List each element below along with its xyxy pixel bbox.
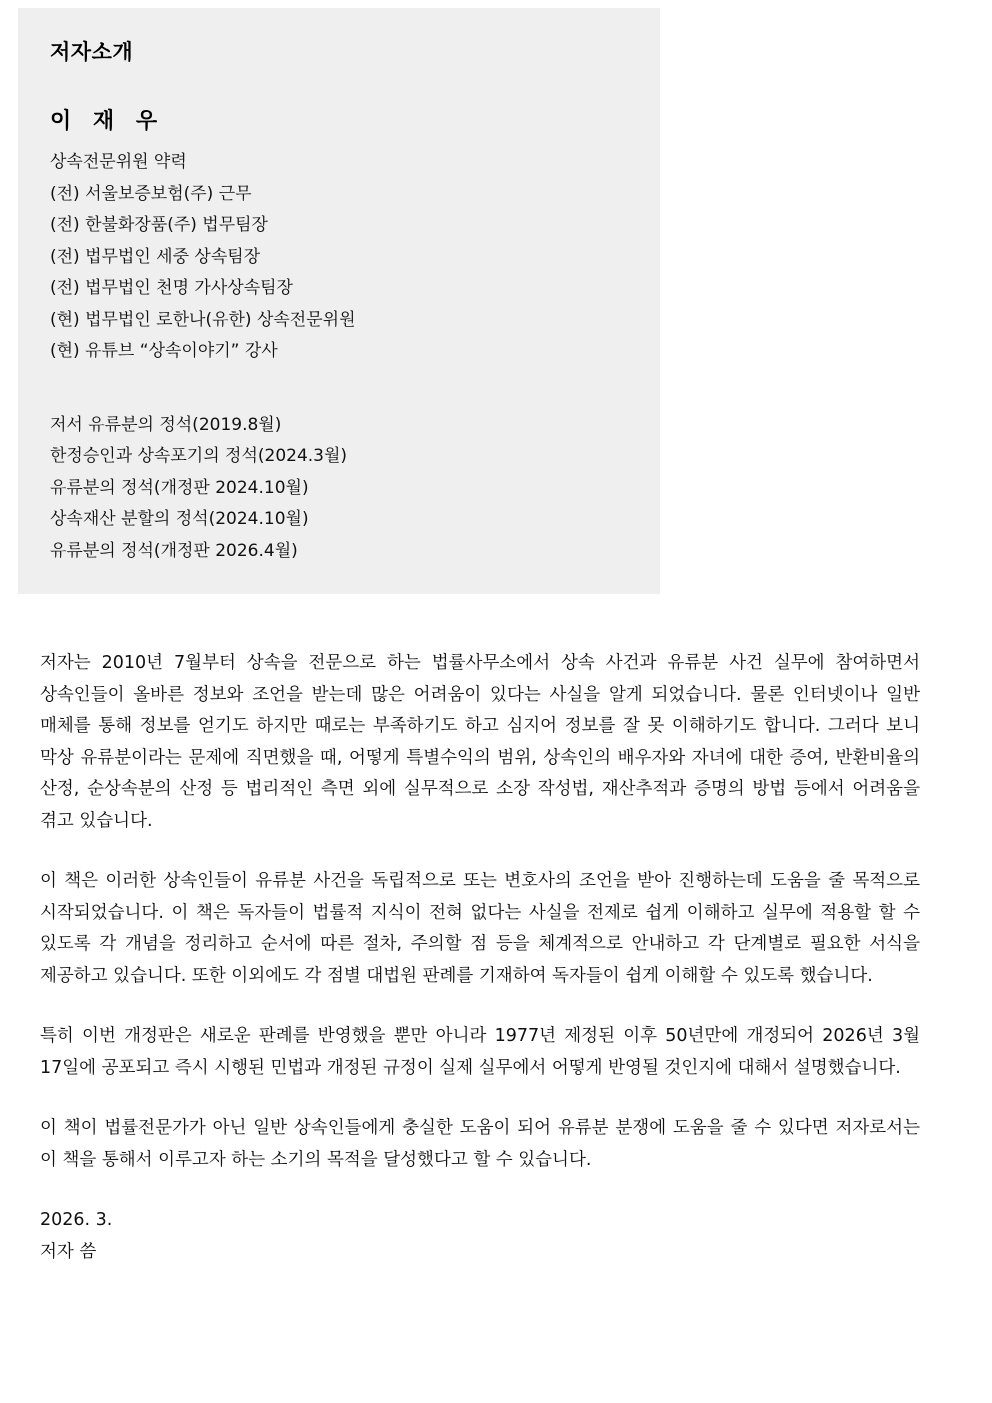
- author-name: 이 재 우: [50, 109, 165, 134]
- paragraph: 이 책이 법률전문가가 아닌 일반 상속인들에게 충실한 도움이 되어 유류분 분쟁에 도움을 줄 수 있다면 저자로서는 이 책을 통해서 이루고자 하는 소기의 목적을 달성했다고 할 수 있습니다.: [40, 1118, 920, 1170]
- signoff-author: 저자 씀: [40, 1241, 97, 1262]
- preface-body: [40, 648, 920, 1268]
- author-books-list: [46, 410, 660, 568]
- paragraph: 저자는 2010년 7월부터 상속을 전문으로 하는 법률사무소에서 상속 사건과 유류분 사건 실무에 참여하면서 상속인들이 올바른 정보와 조언을 받는데 많은 어려움이 있다는 사실을 알게 되었습니다. 물론 인터넷이나 일반 매체를 통해 정보를 얻기도 하지만 때로는 부족하기도 하고 심지어 정보를 잘 못 이해하기도 합니다. 그러다 보니 막상 유류분이라는 문제에 직면했을 때, 어떻게 특별수익의 범위, 상속인의 배우자와 자녀에 대한 증여, 반환비율의 산정, 순상속분의 산정 등 법리적인 측면 외에 실무적으로 소장 작성법, 재산추적과 증명의 방법 등에서 어려움을 겪고 있습니다.: [40, 653, 920, 831]
- list-item: (전) 한불화장품(주) 법무팀장: [50, 215, 268, 235]
- paragraph: 이 책은 이러한 상속인들이 유류분 사건을 독립적으로 또는 변호사의 조언을 받아 진행하는데 도움을 줄 목적으로 시작되었습니다. 이 책은 독자들이 법률적 지식이 전혀 없다는 사실을 전제로 쉽게 이해하고 실무에 적용할 할 수 있도록 각 개념을 정리하고 순서에 따른 절차, 주의할 점 등을 체계적으로 안내하고 각 단계별로 필요한 서식을 제공하고 있습니다. 또한 이외에도 각 점별 대법원 판례를 기재하여 독자들이 쉽게 이해할 수 있도록 했습니다.: [40, 871, 920, 986]
- list-item: (전) 법무법인 세중 상속팀장: [50, 246, 261, 267]
- author-profile-box: [18, 8, 660, 594]
- list-item: 유류분의 정석(개정판 2024.10월): [50, 477, 309, 498]
- list-item: (전) 법무법인 천명 가사상속팀장: [50, 278, 293, 298]
- list-item: 유류분의 정석(개정판 2026.4월): [50, 540, 298, 561]
- career-heading: 상속전문위원 약력: [50, 152, 187, 172]
- list-item: (전) 서울보증보험(주) 근무: [50, 183, 252, 204]
- signoff-date: 2026. 3.: [40, 1210, 113, 1230]
- list-item: (현) 법무법인 로한나(유한) 상속전문위원: [50, 309, 356, 330]
- list-item: 저서 유류분의 정석(2019.8월): [50, 414, 282, 435]
- list-item: 한정승인과 상속포기의 정석(2024.3월): [50, 446, 348, 466]
- list-item: (현) 유튜브 “상속이야기” 강사: [50, 341, 278, 361]
- list-item: 상속재산 분할의 정석(2024.10월): [50, 509, 309, 529]
- paragraph: 특히 이번 개정판은 새로운 판례를 반영했을 뿐만 아니라 1977년 제정된 이후 50년만에 개정되어 2026년 3월 17일에 공포되고 즉시 시행된 민법과 개정된 규정이 실제 실무에서 어떻게 반영될 것인지에 대해서 설명했습니다.: [40, 1026, 920, 1078]
- signoff-block: [40, 1205, 920, 1268]
- author-career-list: [46, 147, 660, 368]
- author-profile-title: 저자소개: [50, 40, 134, 64]
